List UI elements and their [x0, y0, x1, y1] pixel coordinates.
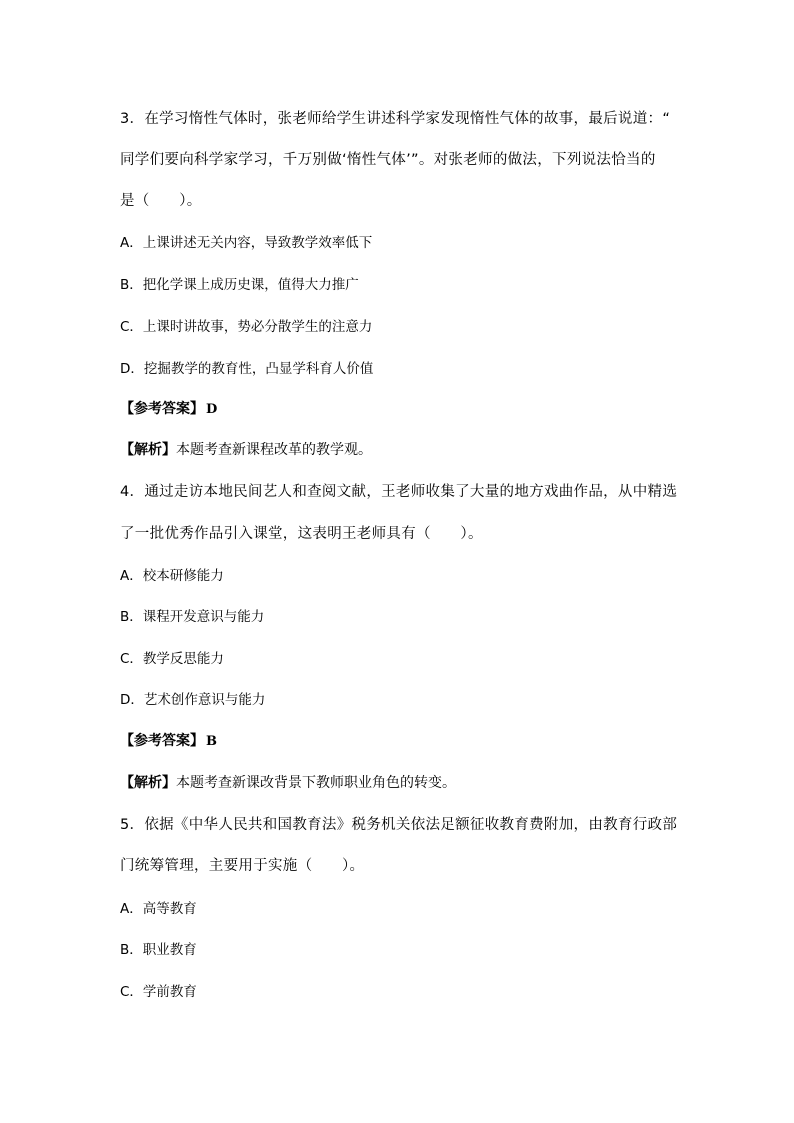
question-4-stem-line-2: 了一批优秀作品引入课堂，这表明王老师具有（ ）。 — [120, 526, 483, 542]
question-4-answer — [120, 732, 217, 751]
question-3-analysis — [120, 441, 372, 459]
question-4-stem-line-1: 4．通过走访本地民间艺人和查阅文献，王老师收集了大量的地方戏曲作品，从中精选 — [120, 484, 678, 500]
question-3-option-d: D．挖掘教学的教育性，凸显学科育人价值 — [120, 361, 374, 377]
question-5-stem-line-2: 门统筹管理，主要用于实施（ ）。 — [120, 858, 365, 874]
question-3-stem-line-1: 3．在学习惰性气体时，张老师给学生讲述科学家发现惰性气体的故事，最后说道：“ — [120, 111, 671, 127]
answer-value: B — [206, 734, 217, 749]
question-3-option-b: B．把化学课上成历史课，值得大力推广 — [120, 277, 359, 293]
question-3-stem-line-3: 是（ ）。 — [120, 193, 202, 209]
question-4-option-d: D．艺术创作意识与能力 — [120, 692, 266, 708]
answer-label: 【参考答案】 — [120, 401, 204, 417]
question-3-stem-line-2: 同学们要向科学家学习，千万别做‘惰性气体’”。对张老师的做法，下列说法恰当的 — [120, 152, 656, 168]
analysis-label: 【解析】 — [120, 442, 176, 458]
question-4-option-a: A．校本研修能力 — [120, 568, 224, 584]
question-3-option-c: C．上课时讲故事，势必分散学生的注意力 — [120, 319, 373, 335]
question-5-stem-line-1: 5．依据《中华人民共和国教育法》税务机关依法足额征收教育费附加，由教育行政部 — [120, 817, 678, 833]
question-4-option-c: C．教学反思能力 — [120, 651, 224, 667]
answer-value: D — [206, 402, 218, 417]
analysis-text: 本题考查新课改背景下教师职业角色的转变。 — [176, 775, 456, 791]
analysis-label: 【解析】 — [120, 775, 176, 791]
answer-label: 【参考答案】 — [120, 733, 204, 749]
question-3-answer — [120, 400, 217, 419]
question-4-option-b: B．课程开发意识与能力 — [120, 609, 265, 625]
question-4-analysis — [120, 774, 456, 792]
analysis-text: 本题考查新课程改革的教学观。 — [176, 442, 372, 458]
question-5-option-c: C．学前教育 — [120, 984, 197, 1000]
question-3-option-a: A．上课讲述无关内容，导致教学效率低下 — [120, 235, 373, 251]
question-5-option-a: A．高等教育 — [120, 901, 197, 917]
question-5-option-b: B．职业教育 — [120, 942, 197, 958]
